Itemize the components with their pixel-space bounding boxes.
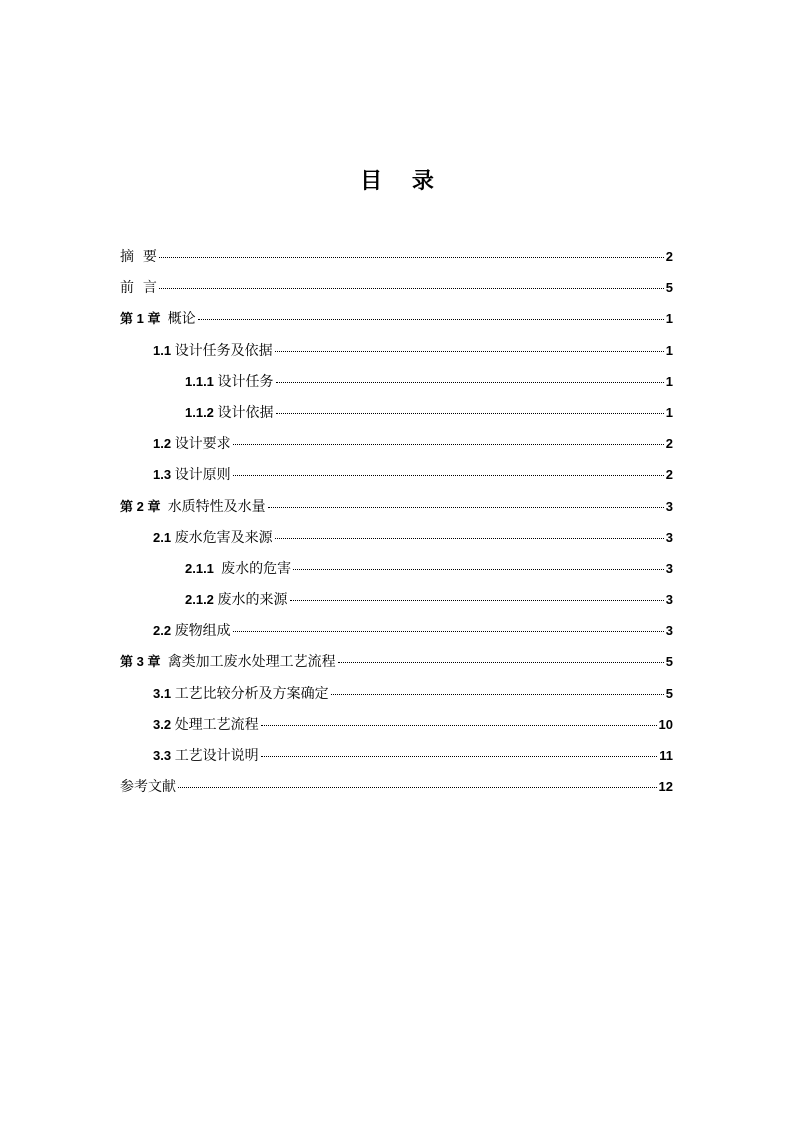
toc-entry[interactable] bbox=[120, 496, 673, 527]
toc-dot-leader bbox=[159, 257, 664, 258]
toc-entry[interactable] bbox=[120, 589, 673, 620]
toc-entry-text: 设计原则 bbox=[174, 467, 231, 484]
toc-page-number: 3 bbox=[665, 560, 673, 576]
toc-entry-text: 废水的来源 bbox=[217, 592, 288, 609]
toc-entry-text: 前 言 bbox=[120, 280, 157, 297]
toc-page-number: 1 bbox=[665, 373, 673, 389]
toc-entry-text: 工艺比较分析及方案确定 bbox=[174, 685, 329, 702]
toc-page-number: 3 bbox=[665, 529, 673, 545]
toc-entry-label bbox=[153, 527, 273, 549]
toc-entry-text: 概论 bbox=[167, 311, 196, 328]
toc-dot-leader bbox=[293, 569, 664, 570]
toc-entry-number: 1.1.1 bbox=[185, 373, 218, 389]
toc-entry-label bbox=[185, 371, 274, 393]
toc-entry-number: 2.1.1 bbox=[185, 560, 222, 576]
toc-entry-number: 1.3 bbox=[153, 467, 175, 483]
toc-entry-text: 参考文献 bbox=[120, 779, 176, 796]
toc-dot-leader bbox=[233, 475, 664, 476]
toc-page-number: 1 bbox=[665, 404, 673, 420]
toc-dot-leader bbox=[276, 413, 664, 414]
toc-entry-text: 废水危害及来源 bbox=[174, 529, 273, 546]
toc-dot-leader bbox=[261, 756, 658, 757]
toc-entry-number: 3.2 bbox=[153, 716, 175, 732]
toc-entry-label bbox=[153, 620, 231, 642]
toc-page-number: 2 bbox=[665, 467, 673, 483]
toc-entry[interactable] bbox=[120, 714, 673, 745]
toc-entry-number: 第 1 章 bbox=[120, 311, 168, 327]
toc-entry-number: 1.2 bbox=[153, 436, 175, 452]
toc-entry-number: 第 3 章 bbox=[120, 654, 168, 670]
toc-entry-text: 设计任务 bbox=[217, 373, 274, 390]
toc-entry-label bbox=[120, 277, 157, 299]
toc-dot-leader bbox=[275, 538, 664, 539]
toc-entry-label bbox=[153, 683, 329, 705]
toc-entry[interactable] bbox=[120, 277, 673, 308]
toc-page-number: 2 bbox=[665, 436, 673, 452]
toc-entry[interactable] bbox=[120, 340, 673, 371]
toc-entry-label bbox=[153, 714, 259, 736]
toc-entry-label bbox=[120, 308, 196, 330]
toc-list bbox=[120, 246, 673, 807]
toc-dot-leader bbox=[159, 288, 664, 289]
toc-entry-number: 第 2 章 bbox=[120, 498, 168, 514]
toc-entry[interactable] bbox=[120, 402, 673, 433]
toc-entry-label bbox=[185, 558, 291, 580]
toc-entry-text: 设计任务及依据 bbox=[174, 342, 273, 359]
toc-entry-number: 3.3 bbox=[153, 748, 175, 763]
toc-entry-text: 摘 要 bbox=[120, 249, 157, 265]
toc-entry[interactable] bbox=[120, 464, 673, 495]
toc-entry[interactable] bbox=[120, 745, 673, 776]
toc-page-number: 5 bbox=[665, 685, 673, 701]
toc-entry[interactable] bbox=[120, 776, 673, 807]
toc-entry-label bbox=[153, 464, 231, 486]
toc-dot-leader bbox=[290, 600, 664, 601]
toc-page-number: 2 bbox=[665, 249, 673, 264]
toc-dot-leader bbox=[178, 787, 657, 788]
toc-page-number: 1 bbox=[665, 342, 673, 358]
toc-entry-number: 1.1 bbox=[153, 342, 175, 358]
toc-entry[interactable] bbox=[120, 308, 673, 339]
toc-entry[interactable] bbox=[120, 433, 673, 464]
toc-entry-number: 1.1.2 bbox=[185, 404, 218, 420]
toc-entry-number: 2.1 bbox=[153, 529, 175, 545]
toc-entry[interactable] bbox=[120, 371, 673, 402]
toc-page-number: 12 bbox=[658, 779, 673, 795]
toc-page-number: 11 bbox=[659, 748, 673, 763]
toc-dot-leader bbox=[268, 507, 664, 508]
toc-page-number: 1 bbox=[665, 311, 673, 327]
toc-entry-label bbox=[120, 246, 157, 268]
toc-page-number: 3 bbox=[665, 623, 673, 639]
toc-entry-label bbox=[185, 589, 288, 611]
toc-title: 目 录 bbox=[360, 168, 434, 194]
toc-dot-leader bbox=[275, 351, 664, 352]
toc-entry-number: 2.2 bbox=[153, 623, 175, 639]
toc-entry[interactable] bbox=[120, 558, 673, 589]
toc-entry-number: 2.1.2 bbox=[185, 592, 218, 608]
toc-page-number: 5 bbox=[665, 654, 673, 670]
toc-dot-leader bbox=[198, 319, 664, 320]
toc-dot-leader bbox=[331, 694, 664, 695]
toc-entry[interactable] bbox=[120, 527, 673, 558]
toc-entry[interactable] bbox=[120, 246, 673, 277]
toc-entry[interactable] bbox=[120, 651, 673, 682]
toc-entry[interactable] bbox=[120, 620, 673, 651]
toc-entry-text: 设计要求 bbox=[174, 436, 231, 453]
toc-entry-text: 设计依据 bbox=[217, 404, 274, 421]
toc-dot-leader bbox=[338, 662, 664, 663]
toc-entry-text: 禽类加工废水处理工艺流程 bbox=[167, 654, 336, 671]
toc-dot-leader bbox=[276, 382, 664, 383]
toc-entry-label bbox=[185, 402, 274, 424]
toc-page-number: 10 bbox=[658, 716, 673, 732]
toc-entry[interactable] bbox=[120, 683, 673, 714]
toc-entry-label bbox=[153, 340, 273, 362]
toc-entry-text: 废水的危害 bbox=[221, 560, 292, 577]
toc-entry-text: 水质特性及水量 bbox=[167, 498, 266, 515]
toc-entry-text: 废物组成 bbox=[174, 623, 231, 640]
toc-entry-number: 3.1 bbox=[153, 685, 175, 701]
toc-entry-text: 处理工艺流程 bbox=[174, 716, 259, 733]
toc-entry-text: 工艺设计说明 bbox=[174, 748, 259, 764]
toc-entry-label bbox=[153, 433, 231, 455]
toc-entry-label bbox=[120, 776, 176, 798]
toc-page-number: 5 bbox=[665, 280, 673, 296]
toc-dot-leader bbox=[233, 631, 664, 632]
toc-dot-leader bbox=[233, 444, 664, 445]
toc-dot-leader bbox=[261, 725, 657, 726]
toc-entry-label bbox=[120, 651, 336, 673]
toc-page-number: 3 bbox=[665, 592, 673, 608]
toc-entry-label bbox=[120, 496, 266, 518]
toc-page-number: 3 bbox=[665, 498, 673, 514]
toc-entry-label bbox=[153, 745, 259, 767]
